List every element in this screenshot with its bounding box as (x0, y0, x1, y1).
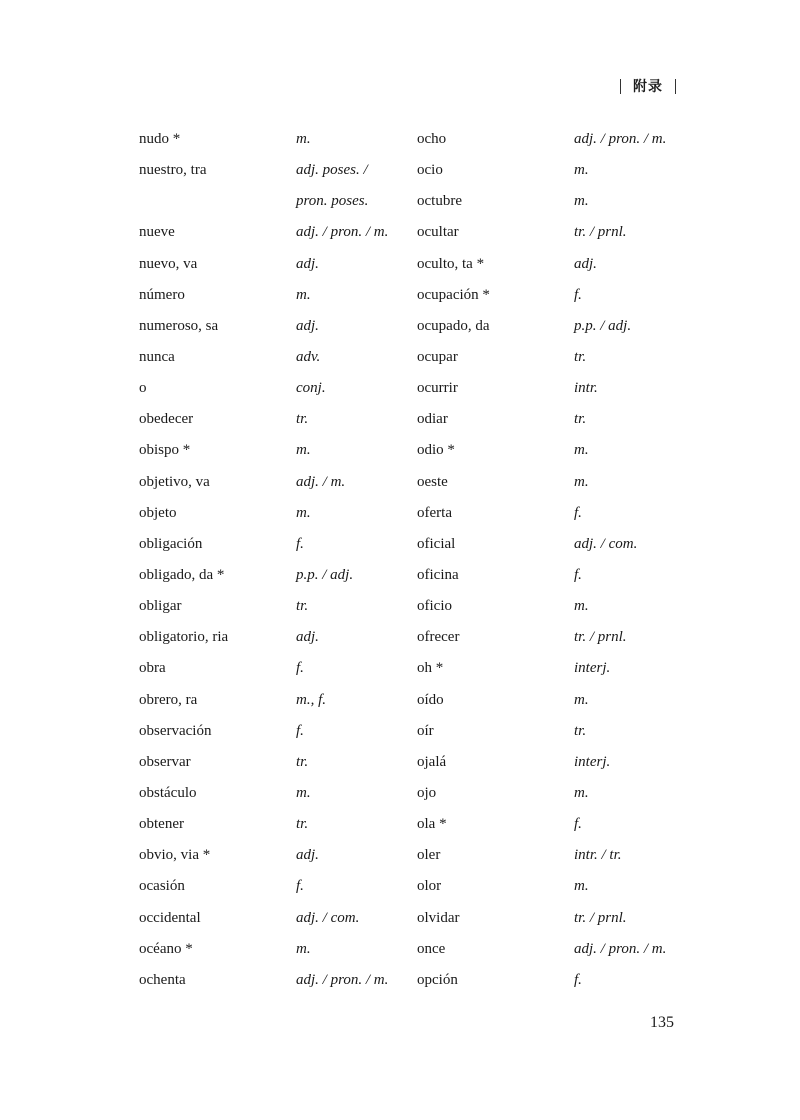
entry-word: ocupación * (417, 286, 490, 303)
entry-part-of-speech: tr. (574, 411, 587, 428)
entry-word: obligado, da * (139, 566, 225, 583)
entry-word: oído (417, 691, 444, 708)
glossary-row (139, 405, 699, 436)
entry-part-of-speech: m. (296, 940, 311, 957)
glossary-row (139, 281, 699, 312)
entry-part-of-speech: intr. / tr. (574, 847, 622, 864)
entry-part-of-speech: m. (574, 784, 589, 801)
glossary-row (139, 312, 699, 343)
entry-part-of-speech: adj. / pron. / m. (574, 940, 667, 957)
entry-part-of-speech: adj. (296, 629, 319, 646)
entry-part-of-speech: m. (574, 691, 589, 708)
glossary-row (139, 374, 699, 405)
entry-part-of-speech: m. (574, 442, 589, 459)
entry-word: objeto (139, 504, 177, 521)
entry-word: obligación (139, 535, 203, 552)
entry-word: ofrecer (417, 629, 460, 646)
entry-word: once (417, 940, 446, 957)
entry-part-of-speech: tr. (296, 411, 309, 428)
glossary-row (139, 623, 699, 654)
glossary-row (139, 935, 699, 966)
entry-part-of-speech: m. (574, 598, 589, 615)
entry-word: ocio (417, 162, 443, 179)
entry-part-of-speech: f. (574, 566, 582, 583)
glossary-row (139, 499, 699, 530)
entry-word: ocultar (417, 224, 459, 241)
entry-word: occidental (139, 909, 201, 926)
entry-word: oficial (417, 535, 456, 552)
entry-word: obligatorio, ria (139, 629, 229, 646)
entry-part-of-speech: f. (296, 722, 304, 739)
entry-word: odiar (417, 411, 448, 428)
entry-word: número (139, 286, 185, 303)
entry-word: numeroso, sa (139, 317, 219, 334)
glossary-row (139, 748, 699, 779)
entry-part-of-speech: adj. / pron. / m. (296, 971, 389, 988)
entry-word: obra (139, 660, 166, 677)
entry-part-of-speech: p.p. / adj. (296, 566, 354, 583)
page-number: 135 (650, 1014, 674, 1031)
entry-word: oh * (417, 660, 444, 677)
entry-part-of-speech: tr. / prnl. (574, 909, 627, 926)
glossary-row (139, 966, 699, 997)
glossary-row (139, 904, 699, 935)
entry-part-of-speech: tr. / prnl. (574, 629, 627, 646)
entry-part-of-speech: pron. poses. (296, 193, 369, 210)
entry-word: opción (417, 971, 458, 988)
entry-word: observación (139, 722, 212, 739)
entry-part-of-speech: m. (296, 442, 311, 459)
entry-word: ocho (417, 131, 447, 147)
entry-word: ocasión (139, 878, 185, 895)
entry-part-of-speech: adj. (296, 255, 319, 272)
entry-part-of-speech: f. (574, 971, 582, 988)
entry-word: olor (417, 878, 442, 895)
entry-part-of-speech: tr. (296, 753, 309, 770)
glossary-row (139, 218, 699, 249)
entry-word: oír (417, 722, 434, 739)
glossary-row (139, 561, 699, 592)
entry-part-of-speech: m. (574, 162, 589, 179)
entry-part-of-speech: m. (296, 784, 311, 801)
entry-part-of-speech: adj. / m. (296, 473, 346, 490)
glossary-row (139, 841, 699, 872)
entry-part-of-speech: f. (296, 535, 304, 552)
entry-word: obvio, via * (139, 847, 211, 864)
glossary-row (139, 592, 699, 623)
header-divider-left (620, 79, 621, 94)
glossary-row (139, 343, 699, 374)
glossary-row (139, 468, 699, 499)
entry-part-of-speech: tr. / prnl. (574, 224, 627, 241)
entry-part-of-speech: m. (296, 286, 311, 303)
entry-part-of-speech: m. (296, 131, 311, 147)
glossary-row (139, 872, 699, 903)
entry-part-of-speech: adj. (574, 255, 597, 272)
entry-word: obligar (139, 598, 182, 615)
entry-part-of-speech: m. (574, 878, 589, 895)
entry-word: oficio (417, 598, 452, 615)
entry-word: observar (139, 753, 191, 770)
entry-word: odio * (417, 442, 455, 459)
entry-part-of-speech: intr. (574, 380, 598, 397)
entry-word: ochenta (139, 971, 186, 988)
glossary-row (139, 436, 699, 467)
entry-word: octubre (417, 193, 462, 210)
section-title: 附录 (633, 79, 663, 95)
entry-word: ocurrir (417, 380, 458, 397)
entry-word: obtener (139, 816, 184, 833)
entry-part-of-speech: adv. (296, 348, 321, 365)
glossary-row (139, 125, 699, 156)
glossary-table (139, 125, 699, 997)
entry-word: objetivo, va (139, 473, 210, 490)
entry-word: olvidar (417, 909, 460, 926)
glossary-row (139, 250, 699, 281)
entry-word: océano * (139, 940, 193, 957)
glossary-row (139, 156, 699, 187)
entry-word: nuestro, tra (139, 162, 207, 179)
entry-part-of-speech: adj. (296, 317, 319, 334)
entry-part-of-speech: adj. (296, 847, 319, 864)
entry-part-of-speech: tr. (296, 816, 309, 833)
entry-word: obstáculo (139, 784, 197, 801)
entry-word: nunca (139, 348, 175, 365)
glossary-row (139, 654, 699, 685)
entry-part-of-speech: f. (296, 660, 304, 677)
entry-word: oler (417, 847, 441, 864)
entry-part-of-speech: f. (296, 878, 304, 895)
entry-part-of-speech: m., f. (296, 691, 326, 708)
entry-word: ocupar (417, 348, 458, 365)
entry-part-of-speech: p.p. / adj. (574, 317, 632, 334)
entry-word: oficina (417, 566, 459, 583)
entry-word: oferta (417, 504, 452, 521)
entry-part-of-speech: tr. (574, 348, 587, 365)
entry-word: nudo * (139, 131, 181, 147)
glossary-row (139, 686, 699, 717)
entry-part-of-speech: adj. poses. / (296, 162, 368, 179)
entry-word: obedecer (139, 411, 194, 428)
entry-part-of-speech: m. (574, 193, 589, 210)
entry-part-of-speech: adj. / pron. / m. (574, 131, 667, 147)
entry-part-of-speech: tr. (296, 598, 309, 615)
entry-part-of-speech: interj. (574, 660, 611, 677)
glossary-row (139, 810, 699, 841)
entry-word: nueve (139, 224, 175, 241)
entry-part-of-speech: m. (574, 473, 589, 490)
glossary-row (139, 530, 699, 561)
entry-word: o (139, 380, 147, 397)
entry-word: ojo (417, 784, 437, 801)
entry-part-of-speech: adj. / com. (296, 909, 360, 926)
entry-word: ocupado, da (417, 317, 490, 334)
header-divider-right (675, 79, 676, 94)
glossary-row (139, 717, 699, 748)
entry-part-of-speech: conj. (296, 380, 326, 397)
entry-part-of-speech: adj. / com. (574, 535, 638, 552)
entry-word: oeste (417, 473, 448, 490)
entry-part-of-speech: f. (574, 504, 582, 521)
page-header (620, 76, 676, 96)
glossary-row (139, 187, 699, 218)
entry-part-of-speech: adj. / pron. / m. (296, 224, 389, 241)
entry-part-of-speech: tr. (574, 722, 587, 739)
entry-word: nuevo, va (139, 255, 198, 272)
entry-word: ola * (417, 816, 447, 833)
entry-part-of-speech: interj. (574, 753, 611, 770)
entry-word: oculto, ta * (417, 255, 485, 272)
entry-word: obrero, ra (139, 691, 198, 708)
entry-word: obispo * (139, 442, 191, 459)
entry-part-of-speech: f. (574, 816, 582, 833)
entry-part-of-speech: f. (574, 286, 582, 303)
entry-part-of-speech: m. (296, 504, 311, 521)
glossary-row (139, 779, 699, 810)
entry-word: ojalá (417, 753, 447, 770)
